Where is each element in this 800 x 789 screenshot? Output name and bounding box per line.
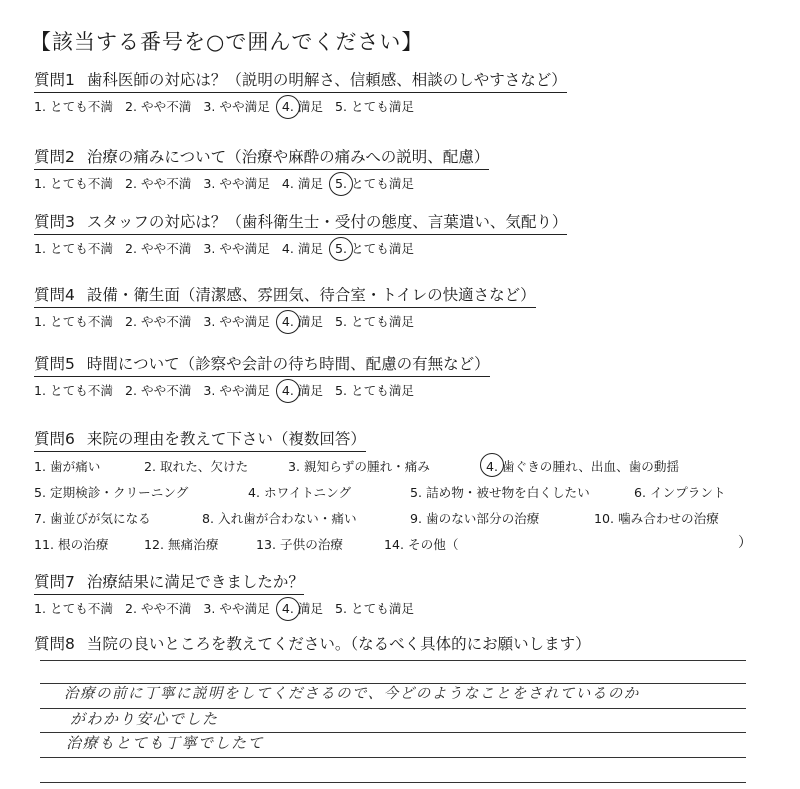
question-number: 質問7 — [34, 573, 75, 591]
option: 14. その他（ — [384, 537, 459, 552]
question-number: 質問6 — [34, 430, 75, 448]
option: 4. 満足 — [281, 241, 324, 256]
option: 4. 満足 — [281, 176, 324, 191]
question-number: 質問4 — [34, 286, 75, 304]
answer-rule — [40, 660, 746, 661]
selection-circle-icon — [276, 95, 300, 119]
selection-circle-icon — [276, 310, 300, 334]
option: 2. 取れた、欠けた — [144, 459, 249, 474]
option: 12. 無痛治療 — [144, 537, 219, 552]
option: 5. とても満足 — [335, 99, 415, 114]
option: 13. 子供の治療 — [256, 537, 344, 552]
option: 2. やや不満 — [125, 99, 192, 114]
option: 3. やや満足 — [203, 383, 270, 398]
option: 1. とても不満 — [34, 176, 113, 191]
option: 9. 歯のない部分の治療 — [410, 511, 540, 526]
option: 11. 根の治療 — [34, 537, 109, 552]
selection-circle-icon — [329, 172, 353, 196]
question-number: 質問5 — [34, 355, 75, 373]
question-4-heading — [34, 283, 536, 308]
question-7 — [34, 570, 426, 618]
question-text: 歯科医師の対応は？（説明の明解さ、信頼感、相談のしやすさなど） — [86, 71, 567, 89]
question-6-options — [34, 456, 752, 568]
option: 1. とても不満 — [34, 601, 113, 616]
question-3 — [34, 210, 567, 258]
question-2-options — [34, 175, 489, 193]
question-6-heading — [34, 427, 366, 452]
question-2 — [34, 145, 489, 193]
option: 3. やや満足 — [203, 176, 270, 191]
question-text: 治療の痛みについて（治療や麻酔の痛みへの説明、配慮） — [86, 148, 490, 166]
option: 3. やや満足 — [203, 99, 270, 114]
option: 7. 歯並びが気になる — [34, 511, 151, 526]
question-7-options — [34, 600, 426, 618]
question-6 — [34, 427, 752, 568]
option: 5. 定期検診・クリーニング — [34, 485, 189, 500]
option: 10. 噛み合わせの治療 — [594, 511, 719, 526]
answer-rule — [40, 757, 746, 758]
option: 2. やや不満 — [125, 601, 192, 616]
option: 6. インプラント — [634, 485, 726, 500]
question-number: 質問8 — [34, 635, 75, 653]
question-5 — [34, 352, 490, 400]
question-text: スタッフの対応は？（歯科衛生士・受付の態度、言葉遣い、気配り） — [86, 213, 568, 231]
option-selected: 4. 歯ぐきの腫れ、出血、歯の動揺 — [486, 456, 679, 475]
question-text: 当院の良いところを教えてください。（なるべく具体的にお願いします） — [86, 635, 591, 653]
option-selected: 4. 満足 — [281, 383, 324, 398]
option: 1. とても不満 — [34, 314, 113, 329]
option: 2. やや不満 — [125, 314, 192, 329]
option: 2. やや不満 — [125, 176, 192, 191]
question-7-heading — [34, 570, 304, 595]
question-text: 設備・衛生面（清潔感、雰囲気、待合室・トイレの快適さなど） — [86, 286, 536, 304]
option: 8. 入れ歯が合わない・痛い — [202, 511, 357, 526]
page-title: 【該当する番号を○で囲んでください】 — [30, 30, 424, 54]
option: 5. とても満足 — [335, 314, 415, 329]
option: 2. やや不満 — [125, 383, 192, 398]
handwritten-line-3: 治療もとても丁寧でしたて — [66, 734, 265, 752]
option: 2. やや不満 — [125, 241, 192, 256]
option: 1. とても不満 — [34, 383, 113, 398]
question-8-heading — [34, 632, 591, 654]
option-selected: 4. 満足 — [281, 99, 324, 114]
question-5-options — [34, 382, 490, 400]
option: 3. 親知らずの腫れ・痛み — [288, 459, 430, 474]
handwritten-line-2: がわかり安心でした — [70, 710, 219, 728]
option: 5. とても満足 — [335, 383, 415, 398]
question-text: 治療結果に満足できましたか？ — [86, 573, 304, 591]
question-4-options — [34, 313, 536, 331]
question-1-options — [34, 98, 567, 116]
option: 5. 詰め物・被せ物を白くしたい — [410, 485, 590, 500]
option: 5. とても満足 — [335, 601, 415, 616]
answer-rule — [40, 782, 746, 783]
question-1-heading — [34, 68, 567, 93]
question-3-heading — [34, 210, 567, 235]
selection-circle-icon — [329, 237, 353, 261]
question-8 — [34, 632, 591, 654]
option-selected: 5. とても満足 — [335, 176, 415, 191]
question-2-heading — [34, 145, 489, 170]
option: 3. やや満足 — [203, 314, 270, 329]
option-selected: 4. 満足 — [281, 601, 324, 616]
option: 1. とても不満 — [34, 241, 113, 256]
question-number: 質問2 — [34, 148, 75, 166]
question-4 — [34, 283, 536, 331]
selection-circle-icon — [480, 453, 504, 477]
option-selected: 5. とても満足 — [335, 241, 415, 256]
question-1 — [34, 68, 567, 116]
option: 3. やや満足 — [203, 241, 270, 256]
question-number: 質問3 — [34, 213, 75, 231]
option-selected: 4. 満足 — [281, 314, 324, 329]
selection-circle-icon — [276, 379, 300, 403]
question-number: 質問1 — [34, 71, 75, 89]
option: 3. やや満足 — [203, 601, 270, 616]
question-text: 来院の理由を教えて下さい（複数回答） — [86, 430, 366, 448]
question-5-heading — [34, 352, 490, 377]
option: 1. 歯が痛い — [34, 459, 101, 474]
option: 4. ホワイトニング — [248, 485, 352, 500]
option: 1. とても不満 — [34, 99, 113, 114]
question-text: 時間について（診察や会計の待ち時間、配慮の有無など） — [86, 355, 490, 373]
selection-circle-icon — [276, 597, 300, 621]
close-paren: ） — [738, 535, 752, 551]
question-3-options — [34, 240, 567, 258]
handwritten-line-1: 治療の前に丁寧に説明をしてくださるので、今どのようなことをされているのか — [64, 686, 640, 702]
